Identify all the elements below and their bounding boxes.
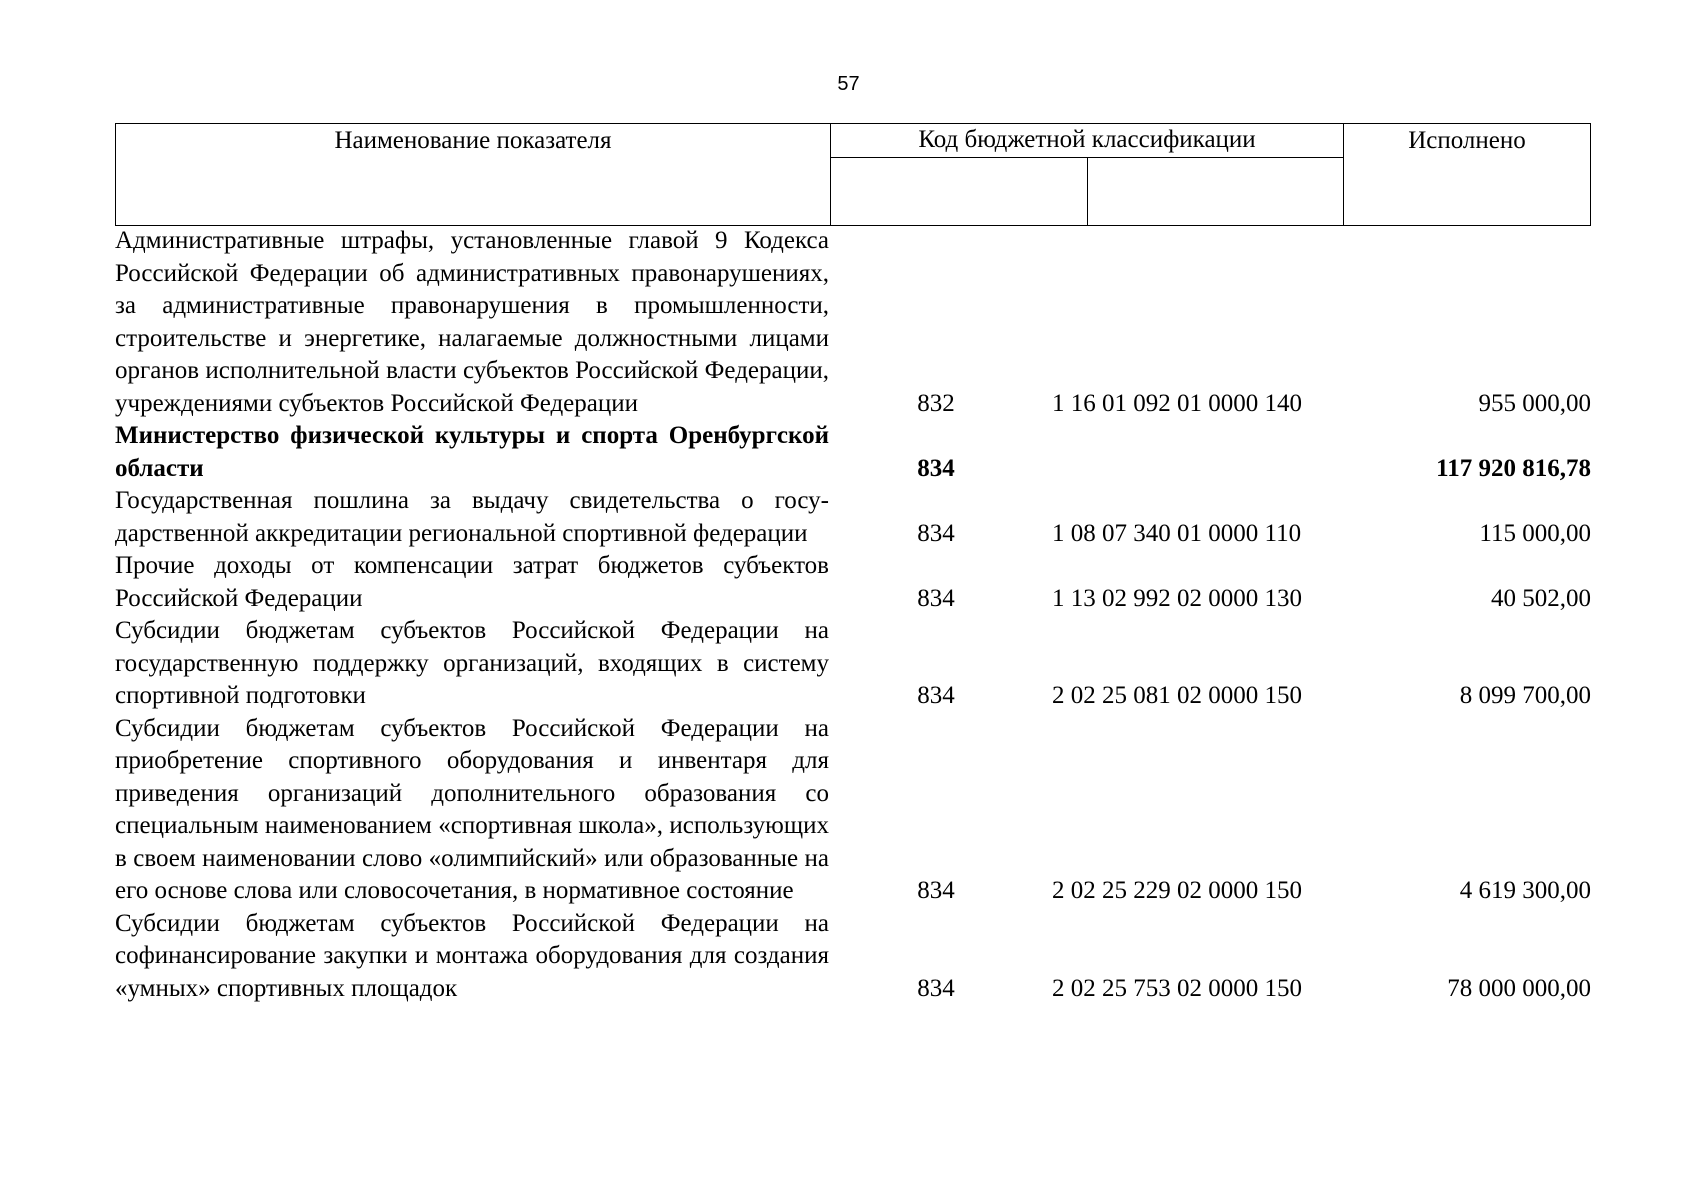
row-kbk-text: 2 02 25 229 02 0000 150 — [1052, 877, 1302, 904]
row-admin-code: 834 — [917, 877, 955, 904]
row-admin-code: 834 — [917, 974, 955, 1002]
table-row — [115, 485, 1591, 550]
row-kbk — [1043, 680, 1335, 713]
table-row — [115, 225, 1591, 420]
row-amount: 4 619 300,00 — [1459, 877, 1591, 904]
table-header — [115, 123, 1591, 226]
header-done-cell: Исполнено — [1344, 124, 1591, 226]
row-name: Прочие доходы от компенсации затрат бюджетов субъектов Российской Федерации — [115, 552, 829, 612]
table-body — [115, 225, 1591, 1005]
header-name-cell: Наименование показателя — [116, 124, 831, 226]
row-name: Субсидии бюджетам субъектов Российской Федерации на приобретение спортивного оборудования и инвентаря для приведения организаций дополнительного образования со специальным наименованием «спортивная школа», использующих в своем наименовании слово «олимпийский» или образованные на его основе слова или словосочетания, в нормативное состояние — [115, 714, 829, 904]
table-row — [115, 908, 1591, 1006]
row-name: Субсидии бюджетам субъектов Российской Федерации на государственную поддержку организаций, входящих в систему спортивной подготовки — [115, 617, 829, 709]
page-number: 57 — [837, 73, 860, 95]
table-row — [115, 550, 1591, 615]
row-name: Министерство физической культуры и спорта Оренбургской области — [115, 422, 829, 482]
table-row — [115, 713, 1591, 908]
row-kbk-text: 1 16 01 092 01 0000 140 — [1052, 389, 1302, 417]
row-kbk — [1043, 973, 1335, 1006]
row-kbk — [1043, 453, 1335, 486]
row-amount: 78 000 000,00 — [1447, 974, 1591, 1002]
row-admin-code: 834 — [917, 519, 955, 547]
table-row — [115, 615, 1591, 713]
row-kbk-text: 2 02 25 081 02 0000 150 — [1052, 682, 1302, 709]
row-kbk — [1043, 583, 1335, 616]
header-kbk-subcell — [1087, 158, 1344, 226]
row-amount: 8 099 700,00 — [1459, 682, 1591, 709]
row-kbk — [1043, 518, 1335, 551]
row-amount: 40 502,00 — [1491, 584, 1591, 612]
row-admin-code: 832 — [917, 389, 955, 417]
header-admin-subcell — [831, 158, 1088, 226]
row-amount: 115 000,00 — [1479, 519, 1591, 547]
row-admin-code: 834 — [917, 454, 955, 482]
row-admin-code: 834 — [917, 682, 955, 709]
table-row-section — [115, 420, 1591, 485]
row-kbk-text: 1 13 02 992 02 0000 130 — [1052, 584, 1302, 612]
row-name: Субсидии бюджетам субъектов Российской Федерации на софинансирование закупки и монтажа оборудования для создания «умных» спортивных площадок — [115, 909, 829, 1002]
row-kbk-text: 1 08 07 340 01 0000 110 — [1052, 519, 1302, 547]
row-amount: 117 920 816,78 — [1436, 454, 1591, 482]
row-kbk-text: 2 02 25 753 02 0000 150 — [1052, 974, 1302, 1002]
row-admin-code: 834 — [917, 584, 955, 612]
row-amount: 955 000,00 — [1478, 389, 1591, 417]
row-kbk — [1043, 388, 1335, 421]
row-kbk — [1043, 875, 1335, 908]
row-name: Административные штрафы, установленные главой 9 Кодекса Российской Федерации об административных правонарушениях, за административные правонарушения в промышленности, строительстве и энергетике, налагаемые должностными лицами органов исполнительной власти субъектов Российской Федерации, учреждениями субъектов Российской Федерации — [115, 227, 829, 417]
header-code-cell: Код бюджетной классификации — [831, 124, 1344, 158]
row-name: Государственная пошлина за выдачу свидетельства о государственной аккредитации региональной спортивной федерации — [115, 487, 829, 547]
